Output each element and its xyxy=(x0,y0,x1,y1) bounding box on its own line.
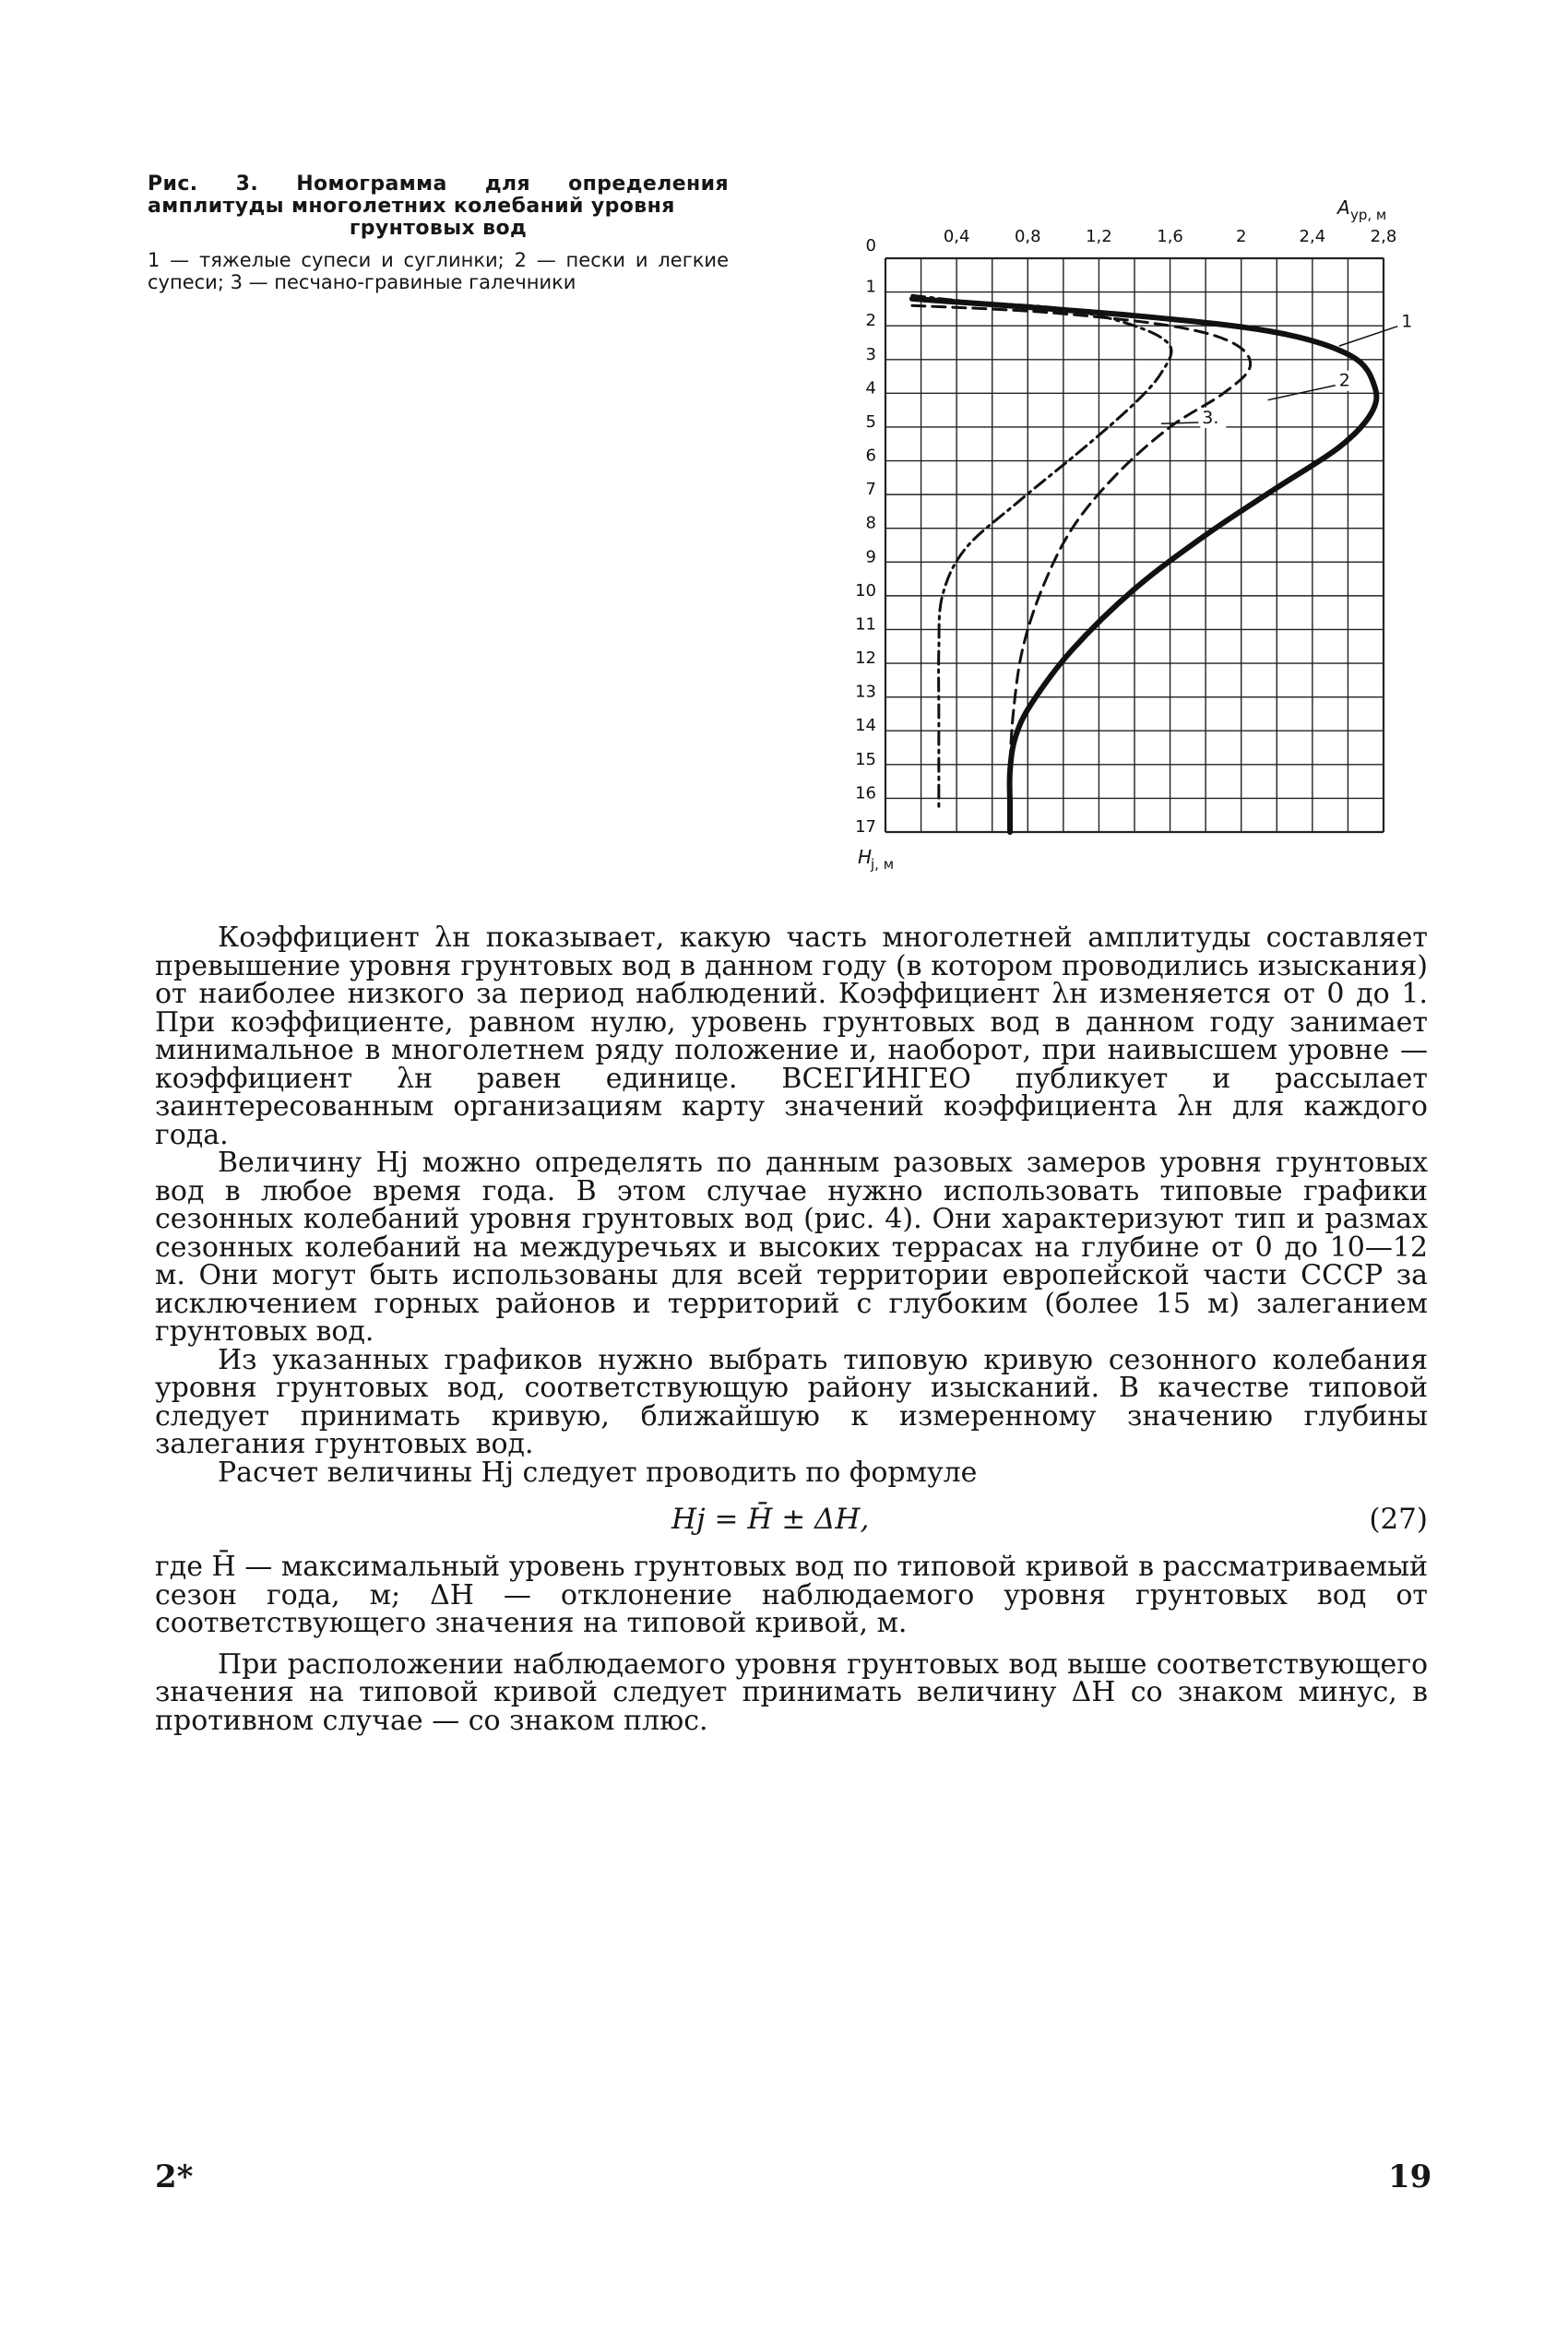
paragraph-hj-measure: Величину Hj можно определять по данным разовых замеров уровня грунтовых вод в любое время года. В этом случае нужно использовать типовые графики сезонных колебаний уровня грунтовых вод (рис. 4). Они характеризуют тип и размах сезонных колебаний на междуречьях и высоких террасах на глубине от 0 до 10—12 м. Они могут быть использованы для всей территории европейской части СССР за исключением горных районов и территорий с глубоким (более 15 м) залеганием грунтовых вод. xyxy=(155,1147,1428,1348)
x-tick-label: 2,4 xyxy=(1299,227,1326,246)
figure-title-main: Рис. 3. Номограмма для определения амплитуды многолетних колебаний уровня xyxy=(148,172,729,218)
curve-1 xyxy=(912,299,1376,832)
body-text xyxy=(155,924,1428,1735)
curve-3 xyxy=(912,295,1171,812)
y-tick-label: 17 xyxy=(855,817,876,837)
paragraph-formula-intro: Расчет величины Hj следует проводить по формуле xyxy=(218,1456,978,1489)
x-tick-label: 1,6 xyxy=(1157,227,1183,246)
y-tick-label: 14 xyxy=(855,716,876,736)
formula-line xyxy=(155,1494,1428,1553)
curve-label: 3. xyxy=(1202,407,1219,428)
y-axis-label: H xyxy=(858,846,873,868)
y-tick-label: 15 xyxy=(855,749,876,769)
figure-legend: 1 — тяжелые супеси и суглинки; 2 — пески и легкие супеси; 3 — песчано-гравиные галечники xyxy=(148,249,729,293)
y-tick-label: 0 xyxy=(865,236,876,256)
y-tick-label: 4 xyxy=(865,378,876,398)
figure-caption xyxy=(148,173,729,293)
y-tick-label: 8 xyxy=(865,513,876,533)
y-tick-label: 1 xyxy=(865,277,876,297)
x-tick-label: 2 xyxy=(1235,227,1247,246)
y-tick-label: 9 xyxy=(865,547,876,567)
y-tick-label: 11 xyxy=(855,614,876,635)
y-axis-label-sub: j, м xyxy=(871,856,895,873)
curve-2 xyxy=(912,305,1251,805)
paragraph-curve-choice: Из указанных графиков нужно выбрать типовую кривую сезонного колебания уровня грунтовых вод, соответствующую району изысканий. В качестве типовой следует принимать кривую, ближайшую к измеренному значению глубины залегания грунтовых вод. xyxy=(155,1343,1428,1460)
x-tick-label: 0,4 xyxy=(943,227,970,246)
figure-title xyxy=(148,173,729,240)
y-tick-label: 3 xyxy=(865,344,876,364)
y-tick-label: 16 xyxy=(855,783,876,803)
y-tick-label: 2 xyxy=(865,311,876,331)
x-axis-label-sub: ур, м xyxy=(1350,207,1387,223)
page-number: 19 xyxy=(1388,2159,1432,2195)
paragraph-sign-rule: При расположении наблюдаемого уровня грунтовых вод выше соответствующего значения на типовой кривой следует принимать величину ΔH со знаком минус, в противном случае — со знаком плюс. xyxy=(155,1647,1428,1737)
x-axis-label: A xyxy=(1337,196,1350,219)
y-tick-label: 7 xyxy=(865,480,876,500)
signature-mark: 2* xyxy=(155,2159,194,2195)
formula: Hj = H̄ ± ΔH, xyxy=(671,1503,870,1536)
paragraph-lambda: Коэффициент λн показывает, какую часть многолетней амплитуды составляет превышение уровня грунтовых вод в данном году (в котором проводились изыскания) от наиболее низкого за период наблюдений. Коэффициент λн изменяется от 0 до 1. При коэффициенте, равном нулю, уровень грунтовых вод в данном году занимает минимальное в многолетнем ряду положение и, наоборот, при наивысшем уровне — коэффициент λн равен единице. ВСЕГИНГЕО публикует и рассылает заинтересованным организациям карту значений коэффициента λн для каждого года. xyxy=(155,922,1428,1151)
curve-label-leader xyxy=(1161,422,1198,423)
paragraph-formula-terms: где H̄ — максимальный уровень грунтовых вод по типовой кривой в рассматриваемый сезон года, м; ΔH — отклонение наблюдаемого уровня грунтовых вод от соответствующего значения на типовой кривой, м. xyxy=(155,1551,1428,1639)
nomogram-chart xyxy=(830,184,1420,895)
curve-label: 1 xyxy=(1401,311,1413,332)
x-tick-label: 1,2 xyxy=(1086,227,1112,246)
x-tick-label: 2,8 xyxy=(1370,227,1397,246)
x-tick-label: 0,8 xyxy=(1014,227,1041,246)
y-tick-label: 12 xyxy=(855,648,876,669)
y-tick-label: 10 xyxy=(855,580,876,601)
y-tick-label: 13 xyxy=(855,682,876,702)
y-tick-label: 5 xyxy=(865,411,876,432)
curve-label: 2 xyxy=(1338,370,1350,391)
y-tick-label: 6 xyxy=(865,446,876,466)
formula-number: (27) xyxy=(1369,1503,1428,1536)
figure-title-last: грунтовых вод xyxy=(349,217,528,240)
